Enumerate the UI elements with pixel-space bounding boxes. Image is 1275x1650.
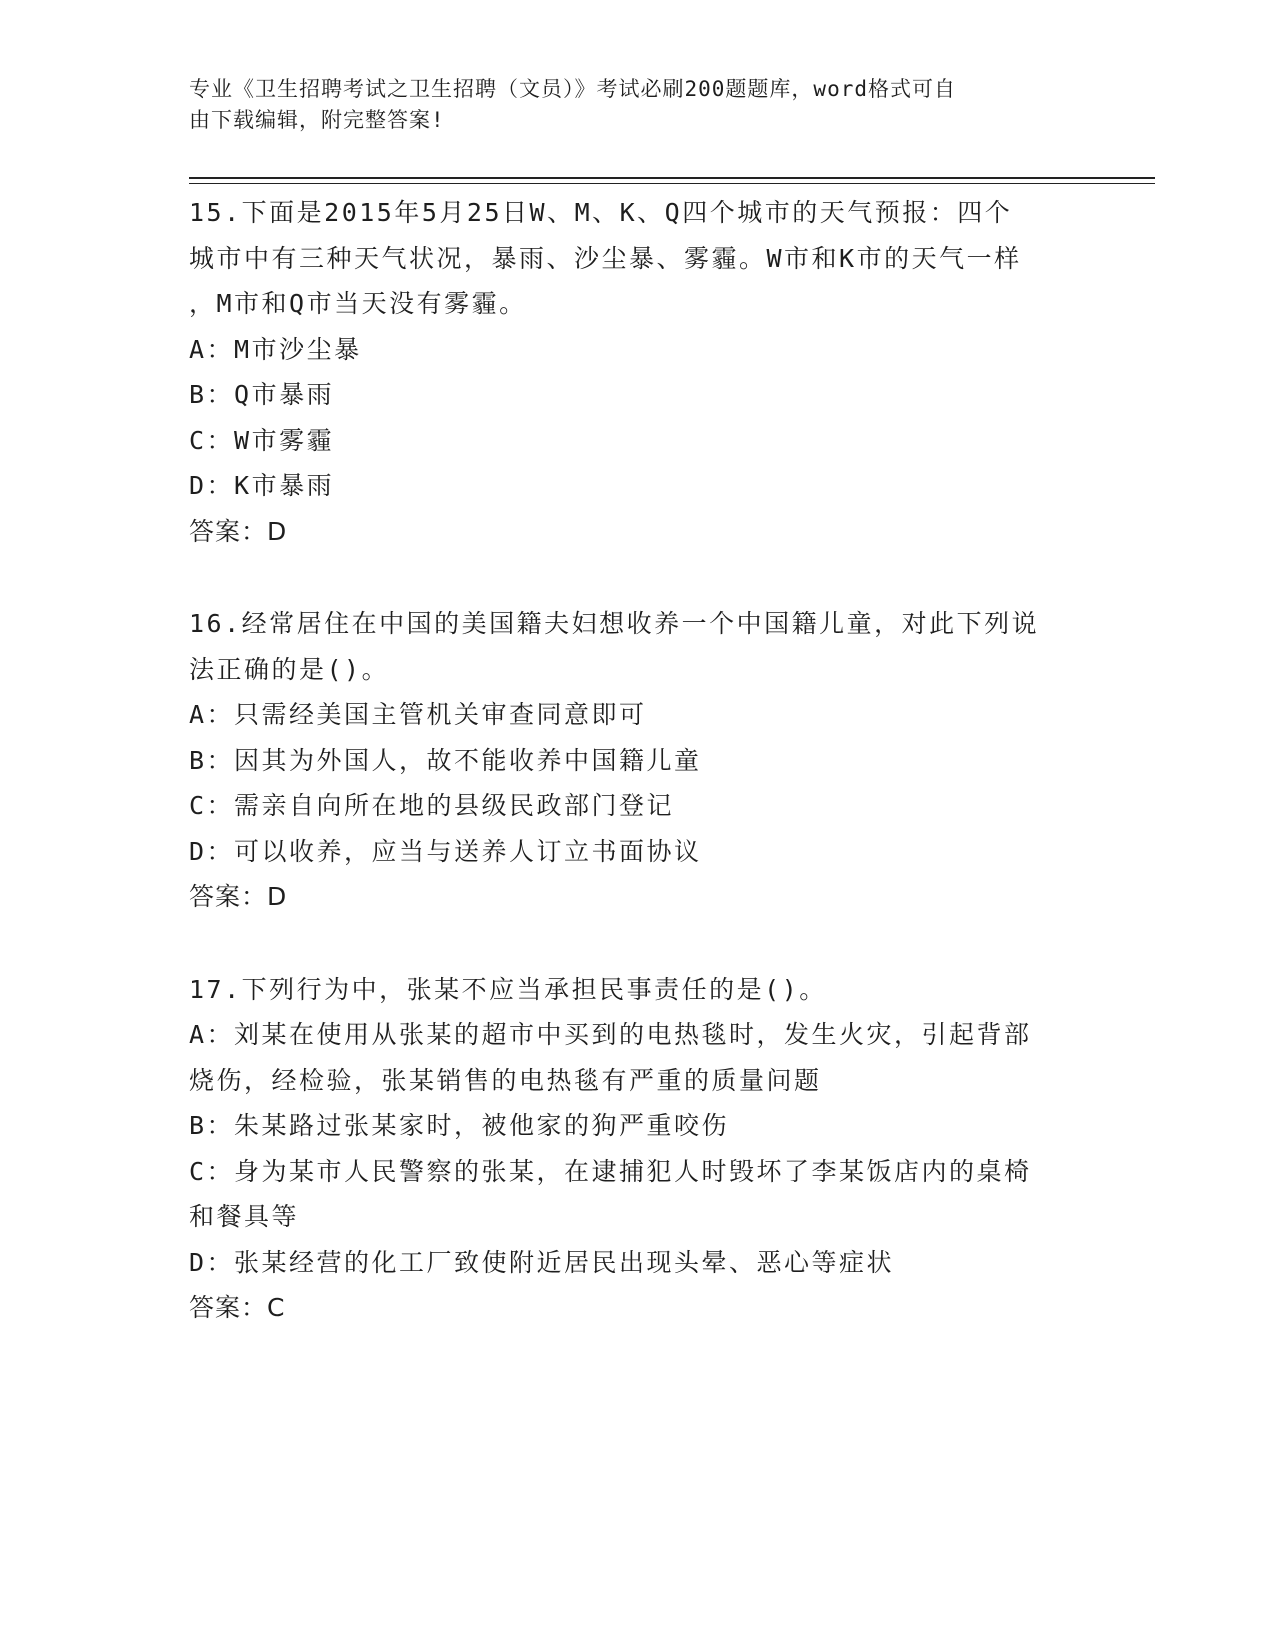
- option-a: A：刘某在使用从张某的超市中买到的电热毯时，发生火灾，引起背部: [189, 1020, 1032, 1049]
- question-list: [189, 190, 1089, 1331]
- option-a: A：M市沙尘暴: [189, 334, 362, 364]
- answer-line: 答案：D: [189, 516, 288, 546]
- question-stem-line: 城市中有三种天气状况，暴雨、沙尘暴、雾霾。W市和K市的天气一样: [189, 243, 1022, 273]
- option-c: C：需亲自向所在地的县级民政部门登记: [189, 791, 675, 820]
- header-divider-thin: [189, 183, 1155, 184]
- option-c-continued: 和餐具等: [189, 1202, 300, 1231]
- question-15: [189, 190, 1089, 554]
- option-b: B：朱某路过张某家时，被他家的狗严重咬伤: [189, 1111, 730, 1140]
- answer-line: 答案：D: [189, 882, 288, 911]
- option-d: D：可以收养，应当与送养人订立书面协议: [189, 836, 702, 866]
- option-c: C：W市雾霾: [189, 425, 335, 455]
- option-c: C：身为某市人民警察的张某，在逮捕犯人时毁坏了李某饭店内的桌椅: [189, 1156, 1032, 1186]
- question-stem-line: 16.经常居住在中国的美国籍夫妇想收养一个中国籍儿童，对此下列说: [189, 609, 1040, 638]
- option-a-continued: 烧伤，经检验，张某销售的电热毯有严重的质量问题: [189, 1065, 822, 1095]
- option-b: B：Q市暴雨: [189, 380, 335, 409]
- header-divider-thick: [189, 177, 1155, 179]
- option-b: B：因其为外国人，故不能收养中国籍儿童: [189, 745, 702, 775]
- header-line-1: 专业《卫生招聘考试之卫生招聘（文员）》考试必刷200题题库，word格式可自: [189, 77, 956, 101]
- question-stem-line: ，M市和Q市当天没有雾霾。: [189, 289, 527, 318]
- question-stem-line: 15.下面是2015年5月25日W、M、K、Q四个城市的天气预报：四个: [189, 198, 1013, 227]
- answer-line: 答案：C: [189, 1293, 286, 1322]
- document-header: [189, 74, 1069, 136]
- option-a: A：只需经美国主管机关审查同意即可: [189, 700, 647, 729]
- option-d: D：K市暴雨: [189, 471, 335, 500]
- question-stem-line: 法正确的是()。: [189, 654, 390, 684]
- question-spacer: [189, 920, 1089, 967]
- option-d: D：张某经营的化工厂致使附近居民出现头晕、恶心等症状: [189, 1247, 895, 1277]
- question-stem-line: 17.下列行为中，张某不应当承担民事责任的是()。: [189, 974, 827, 1004]
- question-spacer: [189, 554, 1089, 601]
- header-line-2: 由下载编辑，附完整答案!: [189, 108, 445, 132]
- question-17: [189, 967, 1089, 1331]
- question-16: [189, 601, 1089, 920]
